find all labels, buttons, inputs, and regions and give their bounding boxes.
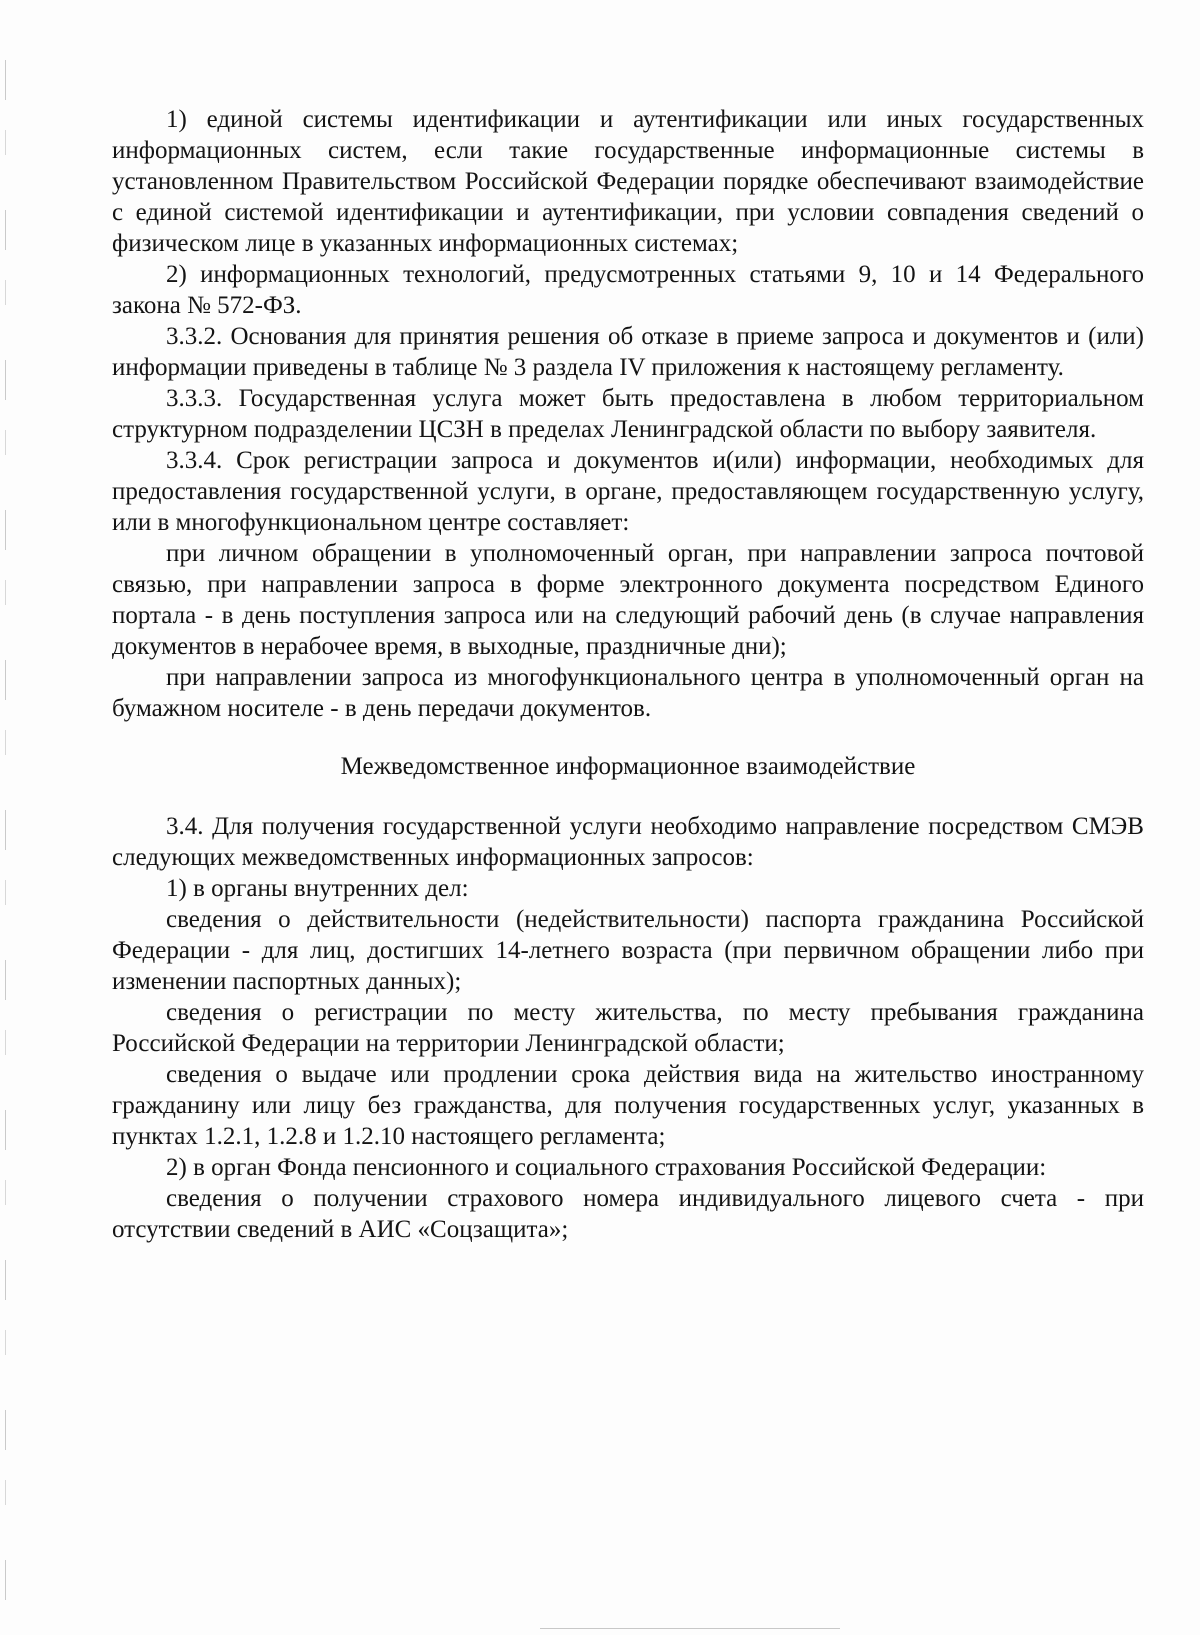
paragraph-personal-request: при личном обращении в уполномоченный орган, при направлении запроса почтовой связью, при направлении запроса в форме электронного документа посредством Единого портала - в день поступления запроса или на следующий рабочий день (в случае направления документов в нерабочее время, в выходные, праздничные дни); bbox=[112, 540, 1144, 660]
paragraph-3-3-2: 3.3.2. Основания для принятия решения об отказе в приеме запроса и документов и (или) информации приведены в таблице № 3 раздела IV приложения к настоящему регламенту. bbox=[112, 323, 1144, 381]
paragraph-insurance-number: сведения о получении страхового номера индивидуального лицевого счета - при отсутствии сведений в АИС «Соцзащита»; bbox=[112, 1185, 1144, 1243]
paragraph-passport-validity: сведения о действительности (недействительности) паспорта гражданина Российской Федерации - для лиц, достигших 14-летнего возраста (при первичном обращении либо при изменении паспортных данных); bbox=[112, 906, 1144, 995]
scan-edge-artifact bbox=[5, 60, 6, 1600]
paragraph-internal-affairs: 1) в органы внутренних дел: bbox=[166, 875, 469, 902]
paragraph-identification-system: 1) единой системы идентификации и аутентификации или иных государственных информационных систем, если такие государственные информационные системы в установленном Правительством Российской Федерации порядке обеспечивают взаимодействие с единой системой идентификации и аутентификации, при условии совпадения сведений о физическом лице в указанных информационных системах; bbox=[112, 106, 1144, 257]
paragraph-residence-permit: сведения о выдаче или продлении срока действия вида на жительство иностранному гражданину или лицу без гражданства, для получения государственных услуг, указанных в пунктах 1.2.1, 1.2.8 и 1.2.10 настоящего регламента; bbox=[112, 1061, 1144, 1150]
paragraph-information-technologies: 2) информационных технологий, предусмотренных статьями 9, 10 и 14 Федерального закона № 572-ФЗ. bbox=[112, 261, 1144, 319]
paragraph-pension-fund: 2) в орган Фонда пенсионного и социального страхования Российской Федерации: bbox=[166, 1154, 1047, 1181]
paragraph-3-3-4: 3.3.4. Срок регистрации запроса и документов и(или) информации, необходимых для предоставления государственной услуги, в органе, предоставляющем государственную услугу, или в многофункциональном центре составляет: bbox=[112, 447, 1144, 536]
paragraph-3-4: 3.4. Для получения государственной услуги необходимо направление посредством СМЭВ следующих межведомственных информационных запросов: bbox=[112, 813, 1144, 871]
section-heading: Межведомственное информационное взаимодействие bbox=[340, 753, 916, 780]
document-body bbox=[112, 104, 1144, 1245]
scan-bottom-artifact bbox=[540, 1628, 840, 1629]
paragraph-mfc-request: при направлении запроса из многофункционального центра в уполномоченный орган на бумажном носителе - в день передачи документов. bbox=[112, 664, 1144, 722]
paragraph-3-3-3: 3.3.3. Государственная услуга может быть предоставлена в любом территориальном структурном подразделении ЦСЗН в пределах Ленинградской области по выбору заявителя. bbox=[112, 385, 1144, 443]
paragraph-registration: сведения о регистрации по месту жительства, по месту пребывания гражданина Российской Федерации на территории Ленинградской области; bbox=[112, 999, 1144, 1057]
